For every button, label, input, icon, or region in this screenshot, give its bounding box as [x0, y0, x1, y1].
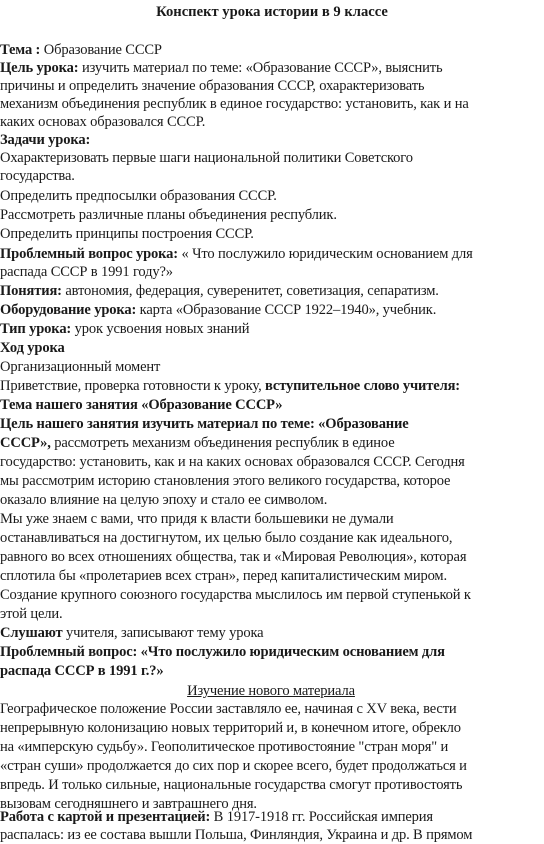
goal-text: изучить материал по теме: «Образование СССР», выяснить [78, 60, 443, 76]
lesson-topic-line: Тема нашего занятия «Образование СССР» [0, 397, 283, 413]
lesson-type-text: урок усвоения новых знаний [71, 321, 250, 337]
problem-label: Проблемный вопрос урока: [0, 246, 178, 262]
lesson-course-heading: Ход урока [0, 340, 65, 356]
paragraph-line: этой цели. [0, 606, 63, 622]
lesson-goal-line: государство: установить, как и на каких основах образовался СССР. Сегодня [0, 454, 465, 470]
geography-line: вызовам сегодняшнего и завтрашнего дня. [0, 796, 257, 812]
lesson-goal-line: СССР», рассмотреть механизм объединения республик в единое [0, 435, 395, 451]
listen-label: Слушают [0, 625, 63, 641]
theme-label: Тема : [0, 42, 41, 58]
goal-line: причины и определить значение образования СССР, охарактеризовать [0, 78, 425, 94]
map-work-line: Работа с картой и презентацией: В 1917-1918 гг. Российская империя [0, 809, 433, 825]
goal-line: каких основах образовался СССР. [0, 114, 206, 130]
problem2-label: Проблемный вопрос: [0, 644, 138, 660]
concepts-text: автономия, федерация, суверенитет, советизация, сепаратизм. [61, 283, 439, 299]
task-item: Рассмотреть различные планы объединения республик. [0, 207, 337, 223]
geography-line: на «имперскую судьбу». Геополитическое противостояние "стран моря" и [0, 739, 449, 755]
greeting-line: Приветствие, проверка готовности к уроку, вступительное слово учителя: [0, 378, 461, 394]
task-item: государства. [0, 168, 75, 184]
paragraph-line: Создание крупного союзного государства мыслилось им первой ступенькой к [0, 587, 471, 603]
task-item: Охарактеризовать первые шаги национальной политики Советского [0, 150, 413, 166]
map-work-line: распалась: из ее состава вышли Польша, Финляндия, Украина и др. В прямом [0, 827, 473, 843]
geography-line: «стран суши» продолжается до сих пор и скорее всего, будет продолжаться и [0, 758, 467, 774]
document-title: Конспект урока истории в 9 классе [156, 4, 388, 20]
task-item: Определить принципы построения СССР. [0, 226, 254, 242]
theme-line [0, 41, 542, 59]
equipment-text: карта «Образование СССР 1922–1940», учебник. [136, 302, 437, 318]
theme-value: Образование СССР [40, 42, 162, 58]
problem-question-line: распада СССР в 1991 году?» [0, 264, 173, 280]
paragraph-line: сплотила бы «пролетариев всех стран», перед капиталистическим миром. [0, 568, 447, 584]
lesson-type-label: Тип урока: [0, 321, 72, 337]
map-work-label: Работа с картой и презентацией: [0, 809, 211, 825]
equipment-label: Оборудование урока: [0, 302, 137, 318]
paragraph-line: равного во всех отношениях общества, так и «Мировая Революция», которая [0, 549, 467, 565]
problem2-line: Проблемный вопрос: «Что послужило юридическим основанием для [0, 644, 445, 660]
equipment-line [0, 301, 542, 319]
geography-line: впредь. И только сильные, национальные государства смогут противостоять [0, 777, 463, 793]
concepts-label: Понятия: [0, 283, 62, 299]
concepts-line [0, 282, 542, 300]
goal-label: Цель урока: [0, 60, 79, 76]
lesson-type-line [0, 320, 542, 338]
goal-line [0, 59, 542, 77]
listen-line: Слушают учителя, записывают тему урока [0, 625, 264, 641]
geography-line: непрерывную колонизацию новых территорий и, в конечном итоге, обрекло [0, 720, 461, 736]
lesson-goal-line: мы рассмотрим историю становления этого великого государства, которое [0, 473, 451, 489]
problem2-line: распада СССР в 1991 г.?» [0, 663, 164, 679]
org-moment: Организационный момент [0, 359, 161, 375]
paragraph-line: Мы уже знаем с вами, что придя к власти большевики не думали [0, 511, 394, 527]
geography-line: Географическое положение России заставляло ее, начиная с XV века, вести [0, 701, 457, 717]
problem-text: « Что послужило юридическим основанием для [177, 246, 473, 262]
problem-question-line [0, 245, 542, 263]
new-material-heading: Изучение нового материала [187, 683, 355, 699]
tasks-heading: Задачи урока: [0, 132, 91, 148]
goal-line: механизм объединения республик в единое государство: установить, как и на [0, 96, 469, 112]
lesson-goal-line: оказало влияние на целую эпоху и стало ее символом. [0, 492, 328, 508]
paragraph-line: останавливаться на достигнутом, их целью было создание как идеального, [0, 530, 453, 546]
task-item: Определить предпосылки образования СССР. [0, 188, 277, 204]
lesson-goal-line: Цель нашего занятия изучить материал по теме: «Образование [0, 416, 409, 432]
